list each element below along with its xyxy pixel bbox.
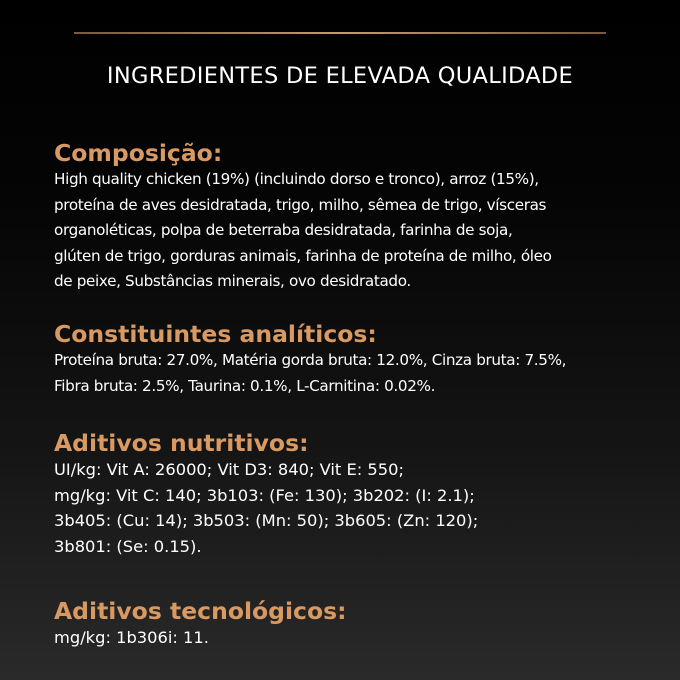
- section-body-constituintes: [54, 348, 664, 399]
- composicao-line: organoléticas, polpa de beterraba desidratada, farinha de soja,: [54, 221, 513, 240]
- section-heading-aditivos-tecnologicos: Aditivos tecnológicos:: [54, 597, 347, 625]
- composicao-line: de peixe, Substâncias minerais, ovo desidratado.: [54, 272, 411, 291]
- constituintes-line: Proteína bruta: 27.0%, Matéria gorda bruta: 12.0%, Cinza bruta: 7.5%,: [54, 351, 567, 369]
- section-heading-aditivos-nutritivos: Aditivos nutritivos:: [54, 429, 309, 457]
- aditivos-nutritivos-line: 3b801: (Se: 0.15).: [54, 536, 202, 556]
- aditivos-nutritivos-line: 3b405: (Cu: 14); 3b503: (Mn: 50); 3b605: (Zn: 120);: [54, 511, 479, 531]
- section-heading-constituintes: Constituintes analíticos:: [54, 320, 377, 348]
- constituintes-line: Fibra bruta: 2.5%, Taurina: 0.1%, L-Carnitina: 0.02%.: [54, 376, 436, 395]
- section-constituintes-analiticos: [54, 320, 664, 399]
- section-body-aditivos-tecnologicos: [54, 625, 664, 651]
- composicao-line: High quality chicken (19%) (incluindo dorso e tronco), arroz (15%),: [54, 170, 539, 188]
- section-heading-composicao: Composição:: [54, 139, 223, 167]
- page-title: INGREDIENTES DE ELEVADA QUALIDADE: [106, 63, 574, 89]
- aditivos-nutritivos-line: UI/kg: Vit A: 26000; Vit D3: 840; Vit E: 550;: [54, 460, 404, 479]
- section-body-composicao: [54, 167, 664, 295]
- section-body-aditivos-nutritivos: [54, 457, 664, 559]
- section-composicao: [54, 139, 664, 295]
- composicao-line: glúten de trigo, gorduras animais, farinha de proteína de milho, óleo: [54, 246, 552, 265]
- top-divider: [74, 32, 606, 34]
- aditivos-nutritivos-line: mg/kg: Vit C: 140; 3b103: (Fe: 130); 3b202: (I: 2.1);: [54, 485, 475, 505]
- section-aditivos-tecnologicos: [54, 597, 664, 651]
- composicao-line: proteína de aves desidratada, trigo, milho, sêmea de trigo, vísceras: [54, 195, 547, 214]
- section-aditivos-nutritivos: [54, 429, 664, 559]
- aditivos-tecnologicos-line: mg/kg: 1b306i: 11.: [54, 628, 209, 647]
